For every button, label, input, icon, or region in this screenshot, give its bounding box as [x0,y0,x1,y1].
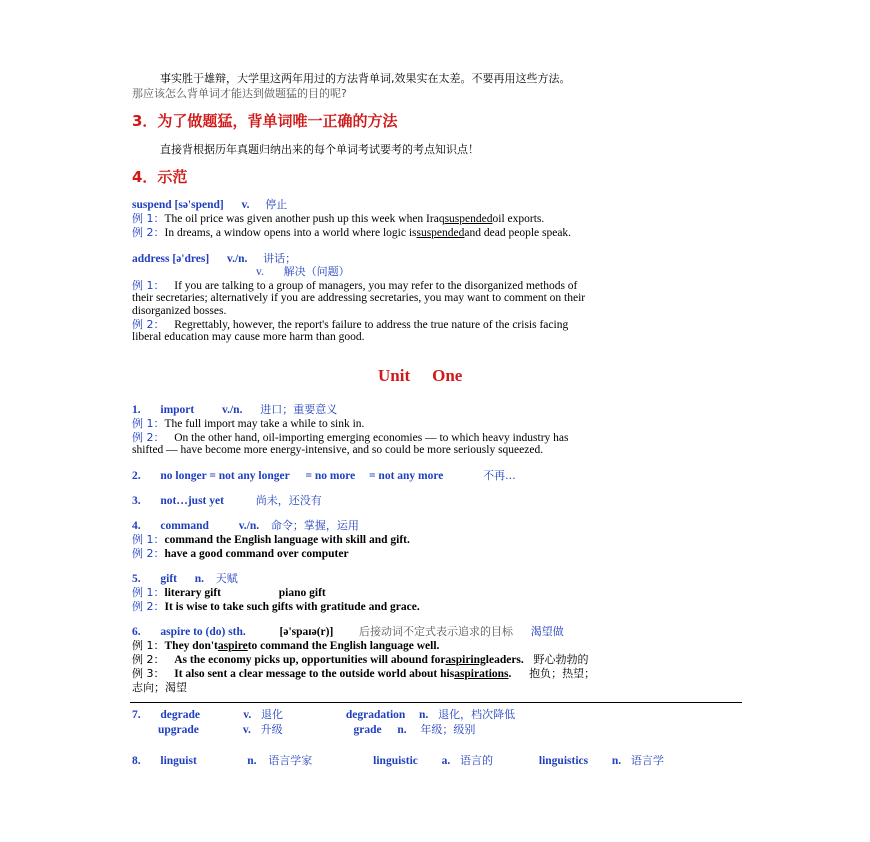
entry-meaning: 渴望做 [530,625,564,638]
entry-2-headword [132,469,516,483]
example-label: 例 2： [132,431,165,444]
divider [130,702,742,703]
section-4-heading: 4．示范 [132,168,188,186]
unit-number: One [432,366,463,385]
entry-pos: a. [441,755,451,767]
example-text: literary gift [164,587,222,599]
entry-8-headword [132,754,664,768]
entry-5-headword [132,572,238,586]
example-label: 例 1： [132,639,165,652]
entry-meaning: 升级 [260,723,283,736]
entry-word: upgrade [158,724,199,736]
entry-1-headword [132,403,337,417]
example-label: 例 1： [132,279,165,292]
example-text: have a good command over computer [164,548,349,560]
example-translation: 野心勃勃的 [533,653,589,666]
entry-pos: n. [194,573,205,585]
entry-meaning: 退化 [261,708,283,721]
entry-word: no longer = not any longer [160,470,290,482]
example-text: piano gift [278,587,326,599]
entry-pos: v. [243,709,252,721]
example-text: They don't [164,640,218,652]
suspend-example-1 [132,212,544,226]
example-label: 例 3： [132,667,165,680]
entry-5-example-1 [132,586,326,600]
entry-4-example-1 [132,533,410,547]
entry-word: degradation [345,709,406,721]
example-label: 例 2： [132,600,165,613]
entry-1-example-1 [132,417,364,431]
example-text: Regrettably, however, the report's failure to address the true nature of the crisis facing [174,319,569,331]
entry-meaning: 语言学家 [268,754,313,767]
entry-3-headword [132,494,322,508]
entry-number: 6. [132,626,141,638]
example-translation: 抱负；热望； [529,667,596,680]
entry-word: linguist [160,755,197,767]
entry-pos: v. [242,724,251,736]
entry-number: 8. [132,755,141,767]
example-label: 例 1： [132,417,165,430]
entry-4-example-2 [132,547,349,561]
entry-alt: = no more [305,470,356,482]
entry-meaning: 天赋 [215,572,238,585]
underlined-word: aspire [217,640,248,652]
entry-pos: n. [247,755,257,767]
suspend-pos: v. [241,199,250,211]
underlined-word: suspended [416,227,465,239]
example-label: 例 2： [132,653,165,666]
entry-pos: n. [419,709,429,721]
address-example-2-line-2: liberal education may cause more harm than good. [132,331,365,343]
unit-title [378,366,462,386]
entry-6-example-3 [132,667,595,681]
entry-meaning: 尚未，还没有 [255,494,322,507]
unit-label: Unit [378,366,411,385]
section-3-text: 直接背根据历年真题归纳出来的每个单词考试要考的考点知识点！ [160,143,479,156]
entry-number: 2. [132,470,141,482]
address-word: address [ə'dres] [132,253,210,265]
address-example-2-line-1 [132,318,568,332]
intro-line-2: 那应该怎么背单词才能达到做题猛的目的呢? [132,87,347,100]
entry-word: linguistics [538,755,589,767]
entry-pos: n. [397,724,407,736]
entry-meaning: 退化，档次降低 [438,708,516,721]
entry-word: import [160,404,195,416]
section-3-heading: 3．为了做题猛，背单词唯一正确的方法 [132,112,398,130]
entry-7-headword-2 [158,723,475,737]
entry-word: not…just yet [160,495,224,507]
entry-alt: = not any more [369,470,444,482]
entry-meaning: 语言的 [460,754,494,767]
suspend-headword [132,198,287,212]
suspend-word: suspend [sə'spend] [132,199,224,211]
example-text: It also sent a clear message to the outside world about his [174,668,455,680]
address-pos-2: v. [256,266,264,278]
entry-pos: v./n. [238,520,260,532]
example-label: 例 2： [132,318,165,331]
entry-word: command [160,520,209,532]
example-label: 例 1： [132,533,165,546]
entry-number: 4. [132,520,141,532]
entry-meaning: 进口；重要意义 [260,403,338,416]
entry-meaning: 年级；级别 [420,723,476,736]
address-meaning-2: 解决（问题） [283,265,350,278]
entry-word: linguistic [373,755,418,767]
entry-pos: n. [611,755,622,767]
example-text: . [508,668,512,680]
entry-number: 1. [132,404,141,416]
entry-6-example-2 [132,653,589,667]
entry-note: 后接动词不定式表示追求的目标 [359,625,514,638]
example-text: leaders. [485,654,524,666]
entry-number: 5. [132,573,141,585]
example-text: The oil price was given another push up this week when Iraq [164,213,445,225]
address-example-1-line-2: their secretaries; alternatively if you are addressing secretaries, you may want to comment on their [132,292,586,304]
example-text: command the English language with skill and gift. [164,534,410,546]
example-label: 例 2： [132,547,165,560]
example-text: In dreams, a window opens into a world where logic is [164,227,417,239]
entry-word: aspire to (do) sth. [160,626,246,638]
example-text: to command the English language well. [247,640,440,652]
entry-meaning: 语言学 [630,754,664,767]
example-text: As the economy picks up, opportunities will abound for [174,654,446,666]
example-text: and dead people speak. [464,227,572,239]
entry-word: grade [353,724,382,736]
suspend-meaning: 停止 [265,198,288,211]
address-example-1-line-1 [132,279,577,293]
address-headword [132,252,296,266]
example-label: 例 1： [132,586,165,599]
entry-word: degrade [160,709,200,721]
entry-number: 3. [132,495,141,507]
entry-1-example-2-line-2: shifted — have become more energy-intensive, and so could be more seriously squeezed. [132,444,544,456]
example-text: oil exports. [492,213,545,225]
address-pos: v./n. [226,253,248,265]
example-text: If you are talking to a group of managers, you may refer to the disorganized methods of [174,280,578,292]
entry-meaning: 不再... [483,469,516,482]
example-label: 例 2： [132,226,165,239]
example-text: It is wise to take such gifts with gratitude and grace. [164,601,420,613]
example-text: The full import may take a while to sink in. [164,418,365,430]
underlined-word: aspiring [445,654,486,666]
entry-5-example-2 [132,600,420,614]
intro-line-1: 事实胜于雄辩，大学里这两年用过的方法背单词,效果实在太差。不要再用这些方法。 [160,72,571,85]
entry-number: 7. [132,709,141,721]
entry-7-headword [132,708,515,722]
address-example-1-line-3: disorganized bosses. [132,305,227,317]
entry-6-headword [132,625,564,639]
suspend-example-2 [132,226,571,240]
example-label: 例 1： [132,212,165,225]
entry-phonetic: [ə'spaɪə(r)] [279,626,334,638]
address-meaning-1: 讲话； [263,252,297,265]
entry-1-example-2-line-1 [132,431,568,445]
address-headword-2 [256,265,350,279]
example-text: On the other hand, oil-importing emerging economies — to which heavy industry has [174,432,569,444]
underlined-word: suspended [444,213,493,225]
entry-6-example-3-translation: 志向；渴望 [132,681,187,694]
entry-pos: v./n. [221,404,243,416]
entry-meaning: 命令；掌握，运用 [270,519,359,532]
entry-6-example-1 [132,639,439,653]
entry-word: gift [160,573,177,585]
entry-4-headword [132,519,359,533]
underlined-word: aspirations [454,668,509,680]
